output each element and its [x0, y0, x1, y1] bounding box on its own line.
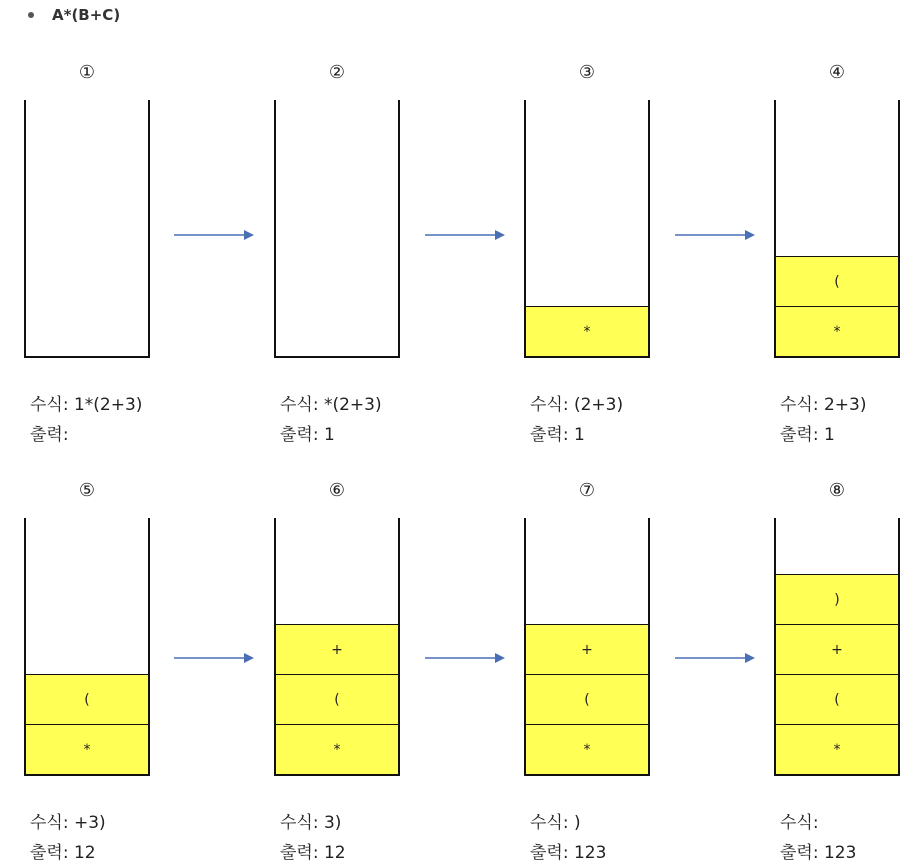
- step-number: ⑤: [78, 480, 96, 501]
- output-line: 출력: 123: [780, 843, 857, 863]
- output-line: 출력: 1: [780, 425, 835, 445]
- step-caption: [530, 390, 623, 450]
- step-caption: [780, 808, 856, 868]
- stack-container: [524, 518, 650, 776]
- output-line: 출력: 12: [30, 843, 96, 863]
- expression-line: 수식: *(2+3): [280, 395, 382, 415]
- arrow-right-icon: [425, 228, 507, 242]
- step-caption: [780, 390, 866, 450]
- arrow-right-icon: [174, 228, 256, 242]
- step-number: ③: [578, 62, 596, 83]
- stack-cell: (: [26, 674, 148, 724]
- step-caption: [30, 808, 106, 868]
- arrow-right-icon: [425, 651, 507, 665]
- stack-cell: (: [526, 674, 648, 724]
- step-caption: [530, 808, 606, 868]
- stack-cell: *: [776, 724, 898, 774]
- stack-cell: +: [276, 624, 398, 674]
- stack-cell: +: [776, 624, 898, 674]
- step-number: ⑦: [578, 480, 596, 501]
- stack-container: [774, 518, 900, 776]
- stack-cell: *: [276, 724, 398, 774]
- step-caption: [30, 390, 142, 450]
- output-line: 출력: 123: [530, 843, 607, 863]
- stack-cell: *: [26, 724, 148, 774]
- step-number: ⑥: [328, 480, 346, 501]
- expression-line: 수식: 1*(2+3): [30, 395, 143, 415]
- stack-container: [524, 100, 650, 358]
- output-line: 출력: 12: [280, 843, 346, 863]
- stack-cell: +: [526, 624, 648, 674]
- heading-expression: A*(B+C): [52, 6, 121, 24]
- stack-cell: (: [776, 674, 898, 724]
- expression-line: 수식: ): [530, 813, 581, 833]
- output-line: 출력:: [30, 425, 74, 445]
- stack-container: [24, 518, 150, 776]
- expression-line: 수식:: [780, 813, 824, 833]
- stack-container: [274, 100, 400, 358]
- arrow-right-icon: [174, 651, 256, 665]
- stack-cell: *: [526, 306, 648, 356]
- step-caption: [280, 390, 382, 450]
- arrow-right-icon: [675, 228, 757, 242]
- stack-container: [24, 100, 150, 358]
- expression-line: 수식: (2+3): [530, 395, 624, 415]
- stack-container: [274, 518, 400, 776]
- arrow-right-icon: [675, 651, 757, 665]
- stack-cell: (: [776, 256, 898, 306]
- step-number: ④: [828, 62, 846, 83]
- expression-line: 수식: 3): [280, 813, 342, 833]
- bullet-dot-icon: [28, 12, 34, 18]
- stack-cell: *: [776, 306, 898, 356]
- stack-container: [774, 100, 900, 358]
- output-line: 출력: 1: [280, 425, 335, 445]
- step-caption: [280, 808, 346, 868]
- output-line: 출력: 1: [530, 425, 585, 445]
- stack-cell: *: [526, 724, 648, 774]
- heading-bullet: [28, 6, 120, 24]
- stack-cell: ): [776, 574, 898, 624]
- stack-cell: (: [276, 674, 398, 724]
- expression-line: 수식: 2+3): [780, 395, 867, 415]
- step-number: ①: [78, 62, 96, 83]
- expression-line: 수식: +3): [30, 813, 106, 833]
- step-number: ②: [328, 62, 346, 83]
- step-number: ⑧: [828, 480, 846, 501]
